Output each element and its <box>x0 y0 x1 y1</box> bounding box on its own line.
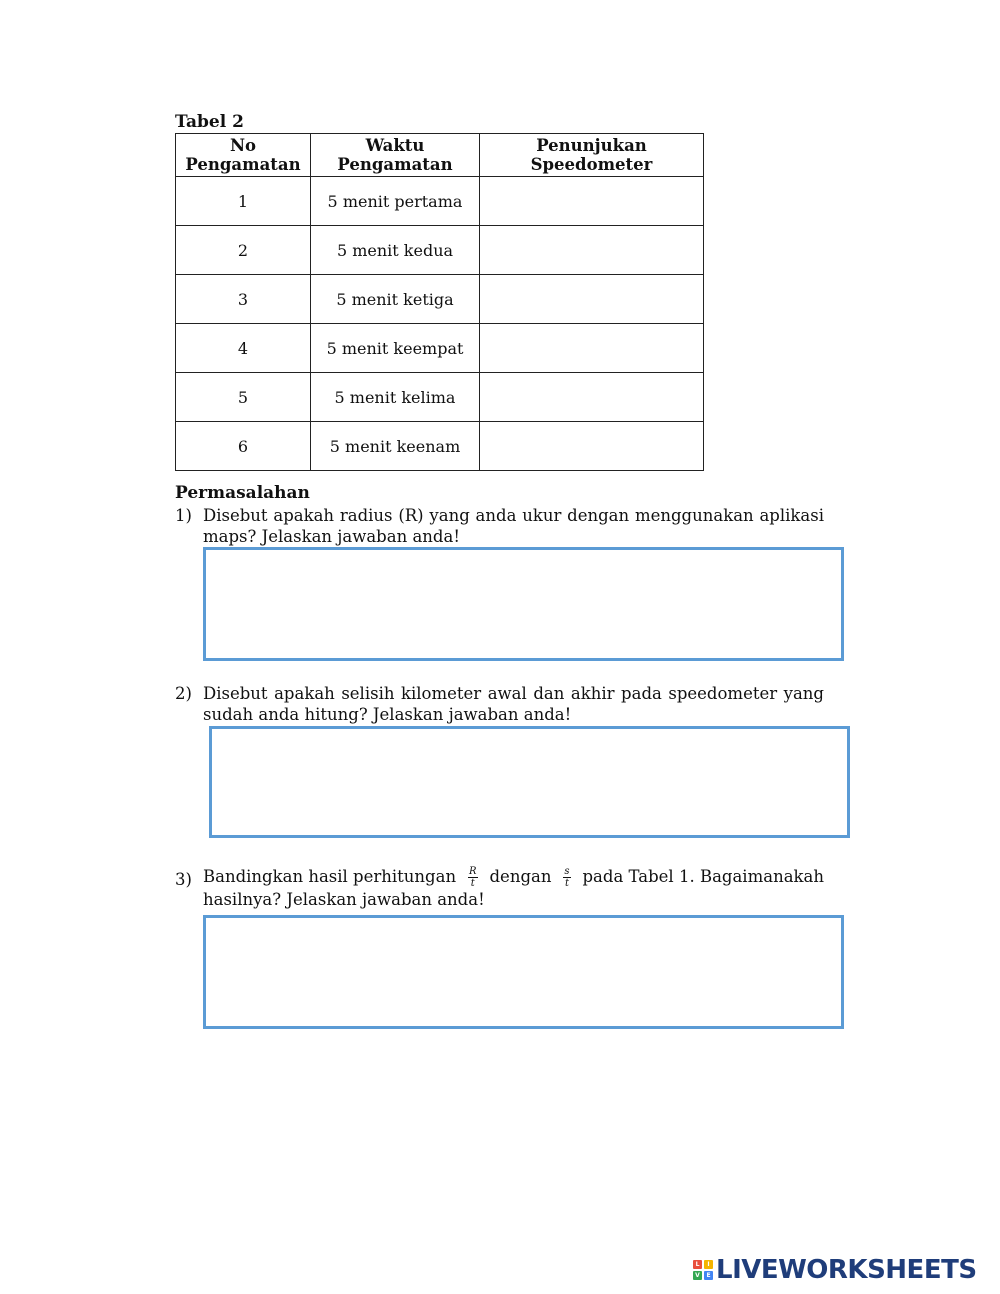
question-text-line: hasilnya? Jelaskan jawaban anda! <box>203 890 485 909</box>
reading-input-cell[interactable] <box>480 422 704 471</box>
question-text-line: maps? Jelaskan jawaban anda! <box>203 527 460 546</box>
cell-no: 6 <box>176 422 311 471</box>
logo-block: L <box>693 1260 702 1269</box>
table-row <box>176 373 704 422</box>
table-row <box>176 177 704 226</box>
question-1 <box>175 505 824 547</box>
cell-time: 5 menit ketiga <box>311 275 480 324</box>
cell-no: 1 <box>176 177 311 226</box>
answer-box-2[interactable] <box>209 726 850 838</box>
observation-table <box>175 133 704 471</box>
cell-time: 5 menit kelima <box>311 373 480 422</box>
logo-block: I <box>704 1260 713 1269</box>
question-number: 1) <box>175 506 192 525</box>
cell-no: 3 <box>176 275 311 324</box>
cell-no: 4 <box>176 324 311 373</box>
table-caption: Tabel 2 <box>175 112 244 132</box>
liveworksheets-logo <box>693 1255 977 1285</box>
table-header-row <box>176 134 704 177</box>
question-2 <box>175 683 824 725</box>
logo-block: V <box>693 1271 702 1280</box>
section-title: Permasalahan <box>175 483 310 503</box>
fraction-s-over-t: $\frac{s}{t}$ <box>564 866 570 889</box>
cell-no: 5 <box>176 373 311 422</box>
cell-time: 5 menit keempat <box>311 324 480 373</box>
answer-box-3[interactable] <box>203 915 844 1029</box>
header-reading: Penunjukan Speedometer <box>480 134 704 177</box>
question-text-line: sudah anda hitung? Jelaskan jawaban anda! <box>203 705 572 724</box>
question-text-line: Bandingkan hasil perhitungan $\frac{R}{t}$ dengan $\frac{s}{t}$ pada Tabel 1. Bagaimanakah <box>203 866 824 889</box>
question-number: 3) <box>175 870 192 889</box>
answer-box-1[interactable] <box>203 547 844 661</box>
table-row <box>176 422 704 471</box>
logo-block: E <box>704 1271 713 1280</box>
header-time: Waktu Pengamatan <box>311 134 480 177</box>
header-no: No Pengamatan <box>176 134 311 177</box>
question-text-line: Disebut apakah radius (R) yang anda ukur dengan menggunakan aplikasi <box>203 506 824 525</box>
reading-input-cell[interactable] <box>480 177 704 226</box>
cell-time: 5 menit pertama <box>311 177 480 226</box>
question-number: 2) <box>175 684 192 703</box>
table-row <box>176 324 704 373</box>
cell-time: 5 menit kedua <box>311 226 480 275</box>
cell-time: 5 menit keenam <box>311 422 480 471</box>
reading-input-cell[interactable] <box>480 275 704 324</box>
reading-input-cell[interactable] <box>480 324 704 373</box>
logo-text: LIVEWORKSHEETS <box>716 1255 977 1285</box>
question-3 <box>175 866 824 910</box>
fraction-r-over-t: $\frac{R}{t}$ <box>469 866 477 889</box>
reading-input-cell[interactable] <box>480 226 704 275</box>
table-row <box>176 226 704 275</box>
cell-no: 2 <box>176 226 311 275</box>
reading-input-cell[interactable] <box>480 373 704 422</box>
logo-blocks-icon <box>693 1260 713 1280</box>
question-text-line: Disebut apakah selisih kilometer awal dan akhir pada speedometer yang <box>203 684 824 703</box>
table-row <box>176 275 704 324</box>
